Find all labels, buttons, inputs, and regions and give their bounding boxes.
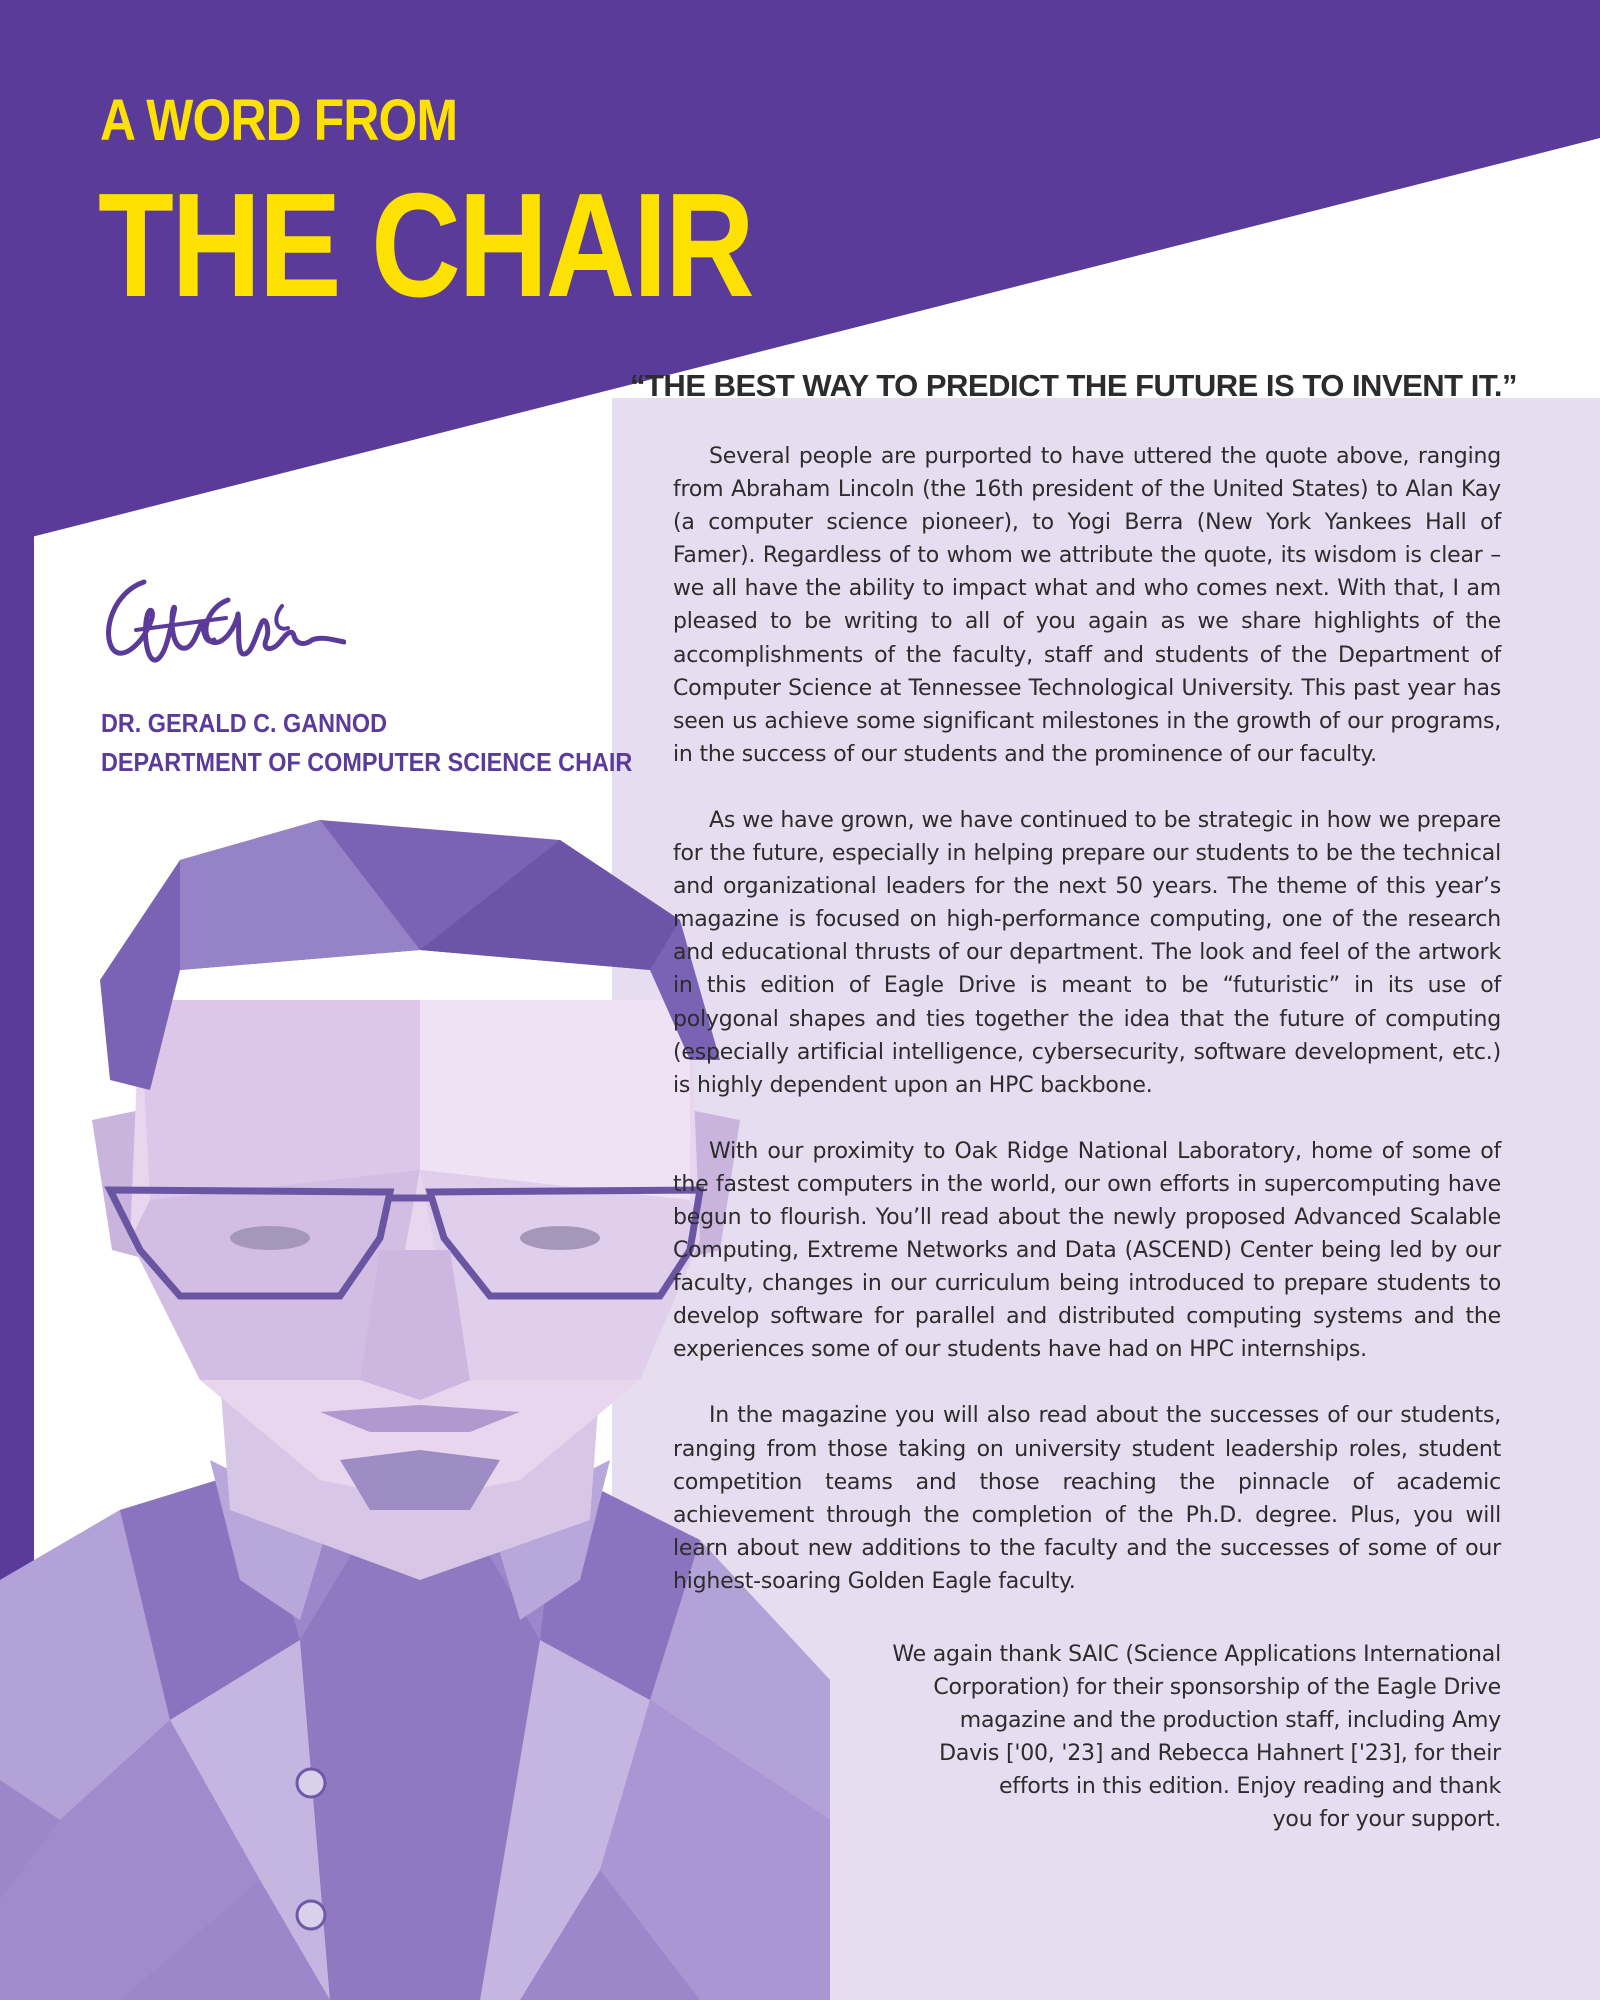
closing-paragraph <box>892 1638 1501 1837</box>
page-title: THE CHAIR <box>98 163 753 328</box>
closing-line: Davis ['00, '23] and Rebecca Hahnert ['23], for their <box>939 1741 1501 1767</box>
kicker-title: A WORD FROM <box>100 88 458 153</box>
paragraph: With our proximity to Oak Ridge National Laboratory, home of some of the fastest computers in the world, our own efforts in supercomputing have begun to flourish. You’ll read about the newly proposed Advanced Scalable Computing, Extreme Networks and Data (ASCEND) Center being led by our faculty, changes in our curriculum being introduced to prepare students to develop software for parallel and distributed computing systems and the experiences some of our students have had on HPC internships. <box>673 1138 1501 1363</box>
article-body <box>673 440 1501 1631</box>
closing-line: you for your support. <box>1272 1807 1501 1833</box>
paragraph: Several people are purported to have uttered the quote above, ranging from Abraham Lincoln (the 16th president of the United States) to Alan Kay (a computer science pioneer), to Yogi Berra (New York Yankees Hall of Famer). Regardless of to whom we attribute the quote, its wisdom is clear – we all have the ability to impact what and who comes next. With that, I am pleased to be writing to all of you again as we share highlights of the accomplishments of the faculty, staff and students of the Department of Computer Science at Tennessee Technological University. This past year has seen us achieve some significant milestones in the growth of our programs, in the success of our students and the prominence of our faculty. <box>673 444 1501 767</box>
closing-line: efforts in this edition. Enjoy reading and thank <box>998 1774 1501 1800</box>
author-name: DR. GERALD C. GANNOD <box>101 708 388 738</box>
closing-line: We again thank SAIC (Science Applications International <box>892 1642 1501 1667</box>
handwritten-signature-icon <box>96 570 346 680</box>
paragraph: In the magazine you will also read about the successes of our students, ranging from those taking on university student leadership roles, student competition teams and those reaching the pinnacle of academic achievement through the completion of the Ph.D. degree. Plus, you will learn about new additions to the faculty and the successes of some of our highest-soaring Golden Eagle faculty. <box>673 1403 1501 1594</box>
closing-line: Corporation) for their sponsorship of the Eagle Drive <box>933 1675 1501 1701</box>
closing-line: magazine and the production staff, including Amy <box>959 1708 1501 1734</box>
author-title: DEPARTMENT OF COMPUTER SCIENCE CHAIR <box>101 747 633 777</box>
paragraph: As we have grown, we have continued to be strategic in how we prepare for the future, especially in helping prepare our students to be the technical and organizational leaders for the next 50 years. The theme of this year’s magazine is focused on high-performance computing, one of the research and educational thrusts of our department. The look and feel of the artwork in this edition of Eagle Drive is meant to be “futuristic” in its use of polygonal shapes and ties together the idea that the future of computing (especially artificial intelligence, cybersecurity, software development, etc.) is highly dependent upon an HPC backbone. <box>673 807 1501 1098</box>
pull-quote: “THE BEST WAY TO PREDICT THE FUTURE IS TO INVENT IT.” <box>630 368 1517 403</box>
author-block <box>101 704 691 782</box>
